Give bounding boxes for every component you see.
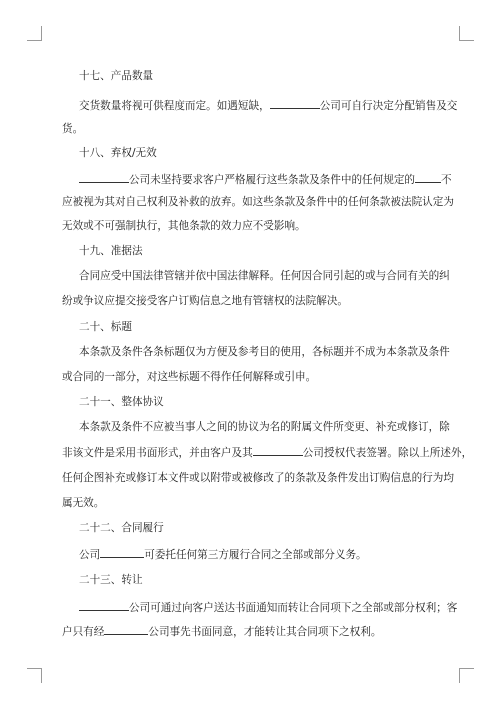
section-heading: 二十三、转让 [79, 574, 143, 586]
crop-mark-bottom-right [459, 668, 474, 683]
paragraph-line: 纷或争议应提交接受客户订购信息之地有管辖权的法院解决。 [62, 295, 349, 307]
crop-mark-bottom-left [27, 668, 42, 683]
paragraph-line: 公司可通过向客户送达书面通知而转让合同项下之全部或部分权利；客 [79, 600, 457, 615]
paragraph-line: 无效或不可强制执行，其他条款的效力应不受影响。 [62, 220, 306, 232]
paragraph-line: 任何企图补充或修订本文件或以附带或被修改了的条款及条件发出订购信息的行为均 [62, 472, 454, 484]
paragraph-line: 合同应受中国法律管辖并依中国法律解释。任何因合同引起的或与合同有关的纠 [79, 270, 450, 282]
crop-mark-top-right [459, 26, 474, 41]
section-heading: 十七、产品数量 [79, 70, 154, 82]
fill-in-blank [100, 547, 144, 558]
paragraph-line: 本条款及条件不应被当事人之间的协议为名的附属文件所变更、补充或修订，除 [79, 421, 450, 433]
section-heading: 二十一、整体协议 [79, 396, 164, 408]
fill-in-blank [79, 600, 129, 611]
section-heading: 十八、弃权/无效 [79, 147, 157, 159]
section-heading: 二十二、合同履行 [79, 522, 164, 534]
paragraph-line: 本条款及条件各条标题仅为方便及参考目的使用，各标题并不成为本条款及条件 [79, 346, 450, 358]
fill-in-blank [270, 98, 320, 109]
paragraph-line: 公司未坚持要求客户严格履行这些条款及条件中的任何规定的 不 [79, 172, 452, 187]
paragraph-line: 非该文件是采用书面形式，并由客户及其 公司授权代表签署。除以上所述外， [62, 447, 473, 459]
fill-in-blank [79, 172, 129, 183]
paragraph-line: 交货数量将视可供程度而定。如遇短缺， 公司可自行决定分配销售及交 [79, 100, 458, 112]
crop-mark-top-left [27, 26, 42, 41]
fill-in-blank [415, 172, 441, 183]
paragraph-line: 或合同的一部分，对这些标题不得作任何解释或引申。 [62, 371, 317, 383]
section-heading: 十九、准据法 [79, 245, 143, 257]
paragraph-line: 公司 可委托任何第三方履行合同之全部或部分义务。 [79, 549, 367, 561]
section-heading: 二十、标题 [79, 321, 132, 333]
paragraph-line: 应被视为其对自己权利及补救的放弃。如这些条款及条件中的任何条款被法院认定为 [62, 196, 454, 208]
paragraph-line: 属无效。 [62, 497, 105, 509]
paragraph-line: 户只有经 公司事先书面同意，才能转让其合同项下之权利。 [62, 626, 382, 638]
fill-in-blank [253, 445, 303, 456]
paragraph-line: 货。 [62, 123, 84, 135]
fill-in-blank [104, 624, 148, 635]
